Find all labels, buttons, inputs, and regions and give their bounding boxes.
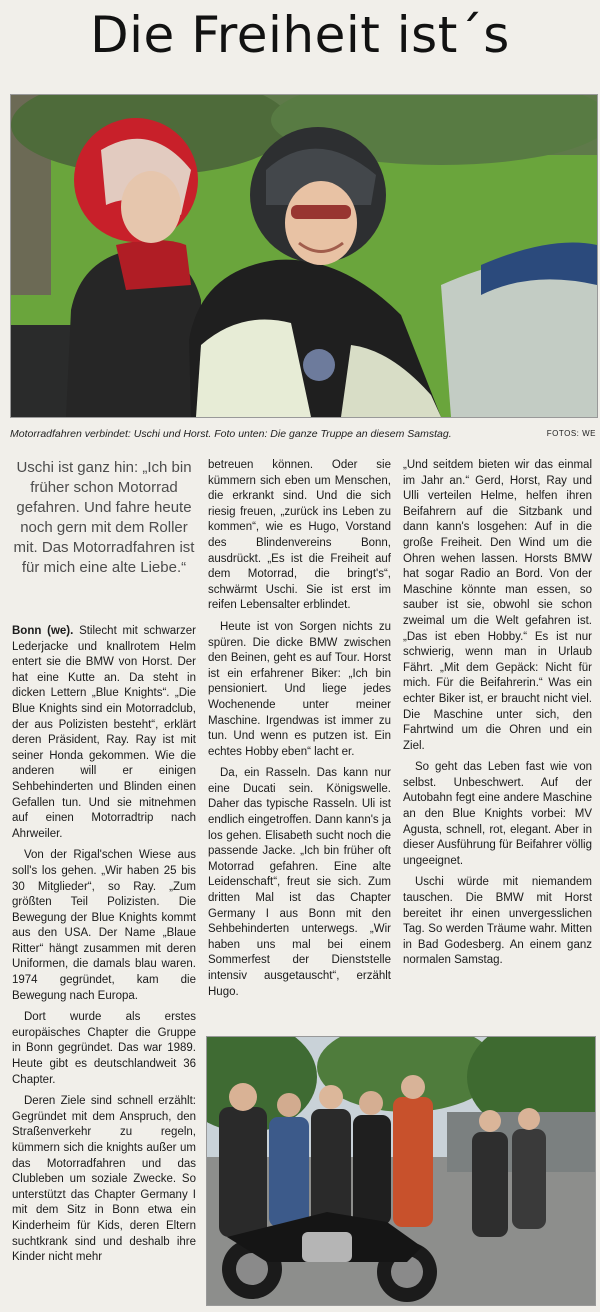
paragraph: Von der Rigal'schen Wiese aus soll's los gehen. „Wir haben 25 bis 30 Mitglieder“, so Ray. „Zum größten Teil Polizisten. Die Bewegung der Blue Knights kommt aus den USA. Der Name „Blaue Ritter“ hängt zusammen mit deren Uniformen, die damals blau waren. 1974 gegründet, kam die Bewegung nach Europa. bbox=[12, 849, 196, 1002]
photo-caption bbox=[10, 425, 596, 443]
paragraph: Da, ein Rasseln. Das kann nur eine Ducati sein. Königswelle. Daher das typische Rasseln. Uli ist endlich eingetroffen. Dann kann's ja los gehen. Elisabeth sucht noch die passende Jacke. „Ich bin früher oft Motorrad gefahren. Eine alte Leidenschaft“, freut sie sich. Zum dritten Mal ist das Chapter Germany I aus Bonn mit den Sehbehinderten unterwegs. „Wir haben uns mal bei einem Sommerfest der Dienststelle intensiv ausgetauscht“, erzählt Hugo. bbox=[208, 767, 391, 998]
photo-biker-couple bbox=[10, 94, 598, 418]
paragraph: Dort wurde als erstes europäisches Chapter die Gruppe in Bonn gegründet. Das war 1989. Heute gibt es deutschlandweit 36 Chapter. bbox=[12, 1011, 196, 1086]
paragraph: Heute ist von Sorgen nichts zu spüren. Die dicke BMW zwischen den Beinen, geht es auf Tour. Horst ist ein erfahrener Biker: „Ich bin pensioniert. Und liege jedes Wochenende unter meiner Maschine. Irgendwas ist immer zu tun. Und wenn es putzen ist. Ein echtes Hobby eben“ lacht er. bbox=[208, 620, 391, 758]
paragraph: So geht das Leben fast wie von selbst. Unbeschwert. Auf der Autobahn fegt eine andere Maschine an den Blue Knights vorbei: MV Agusta, schnell, rot, elegant. Aber in dieser Ausführung für Beifahrer völlig ungeeignet. bbox=[403, 761, 592, 867]
photo-credit: FOTOS: WE bbox=[546, 429, 596, 438]
photo-group-illustration bbox=[207, 1037, 595, 1305]
photo-group bbox=[206, 1036, 596, 1306]
paragraph: betreuen können. Oder sie kümmern sich eben um Menschen, die erkrankt sind. Und die sich riesig freuen, „zurück ins Leben zu kommen“, wie es Hugo, Vorstand des Blindenvereins Bonn, ausdrückt. „Es ist die Freiheit auf dem Motorrad, die bringt's“, schwärmt Uschi. Sie ist erst im reifen Lebensalter erblindet. bbox=[208, 459, 391, 612]
paragraph-text: Stilecht mit schwarzer Lederjacke und knallrotem Helm entert sie die BMW von Horst. Der hat eine Kutte an. Da steht in dicken Lettern „Blue Knights“. „Die Blue Knights sind ein Motorradclub, der aus Polizisten besteht“, erklärt deren Präsident, Ray. Ray ist mit seiner Honda gekommen. Wie die anderen will er einigen Sehbehinderten und Blinden einen Gefallen tun. Und sie mitnehmen auf einen Motorradtrip nach Ahrweiler. bbox=[12, 625, 196, 840]
caption-text: Motorradfahren verbindet: Uschi und Horst. Foto unten: Die ganze Truppe an diesem Samstag. bbox=[10, 428, 452, 440]
photo-biker-couple-illustration bbox=[11, 95, 597, 417]
paragraph: Deren Ziele sind schnell erzählt: Gegründet mit dem Anspruch, den Straßenverkehr zu regeln, kümmern sich die knights außer um das Motorradfahren und das Clubleben um soziale Zwecke. So unterstützt das Chapter Germany I mit dem Sitz in Bonn etwa ein Kinderheim für Kids, deren Eltern suchtkrank sind und deshalb ihre Kinder nicht mehr bbox=[12, 1095, 196, 1264]
article-column-2 bbox=[208, 458, 391, 1006]
article-column-1 bbox=[12, 624, 196, 1272]
paragraph: „Und seitdem bieten wir das einmal im Jahr an.“ Gerd, Horst, Ray und Ulli verteilen Helme, helfen ihren Beifahrern auf die Sitzbank und dann kann's losgehen: Auf in die große Freiheit. Den Wind um die Ohren wehen lassen. Horsts BMW hat sogar Radio an Bord. Von der Maschine könnte man essen, so sauber ist sie, obwohl sie schon zweimal um die Welt gefahren ist. „Das ist eben Hobby.“ Es ist nur schwierig, wenn man in Urlaub Fährt. „Mit dem Gepäck: Nicht für mich. Für die Beifahrerin.“ Was ein echter Biker ist, er braucht nicht viel. Die Maschine unter sich, den Fahrtwind um die Ohren und ein Ziel. bbox=[403, 459, 592, 752]
paragraph bbox=[12, 624, 196, 842]
article-column-3 bbox=[403, 458, 592, 975]
paragraph: Uschi würde mit niemandem tauschen. Die BMW mit Horst bereitet ihr einen unvergesslichen Tag. So werden Träume wahr. Mitten in Bad Godesberg. An einem ganz normalen Samstag. bbox=[403, 876, 592, 967]
dateline: Bonn (we). bbox=[12, 625, 74, 637]
headline: Die Freiheit ist´s bbox=[90, 6, 510, 64]
pull-quote: Uschi ist ganz hin: „Ich bin früher schon Motorrad gefahren. Und fahre heute noch gern mit dem Roller mit. Das Motorradfahren ist für mich eine alte Liebe.“ bbox=[13, 459, 195, 576]
